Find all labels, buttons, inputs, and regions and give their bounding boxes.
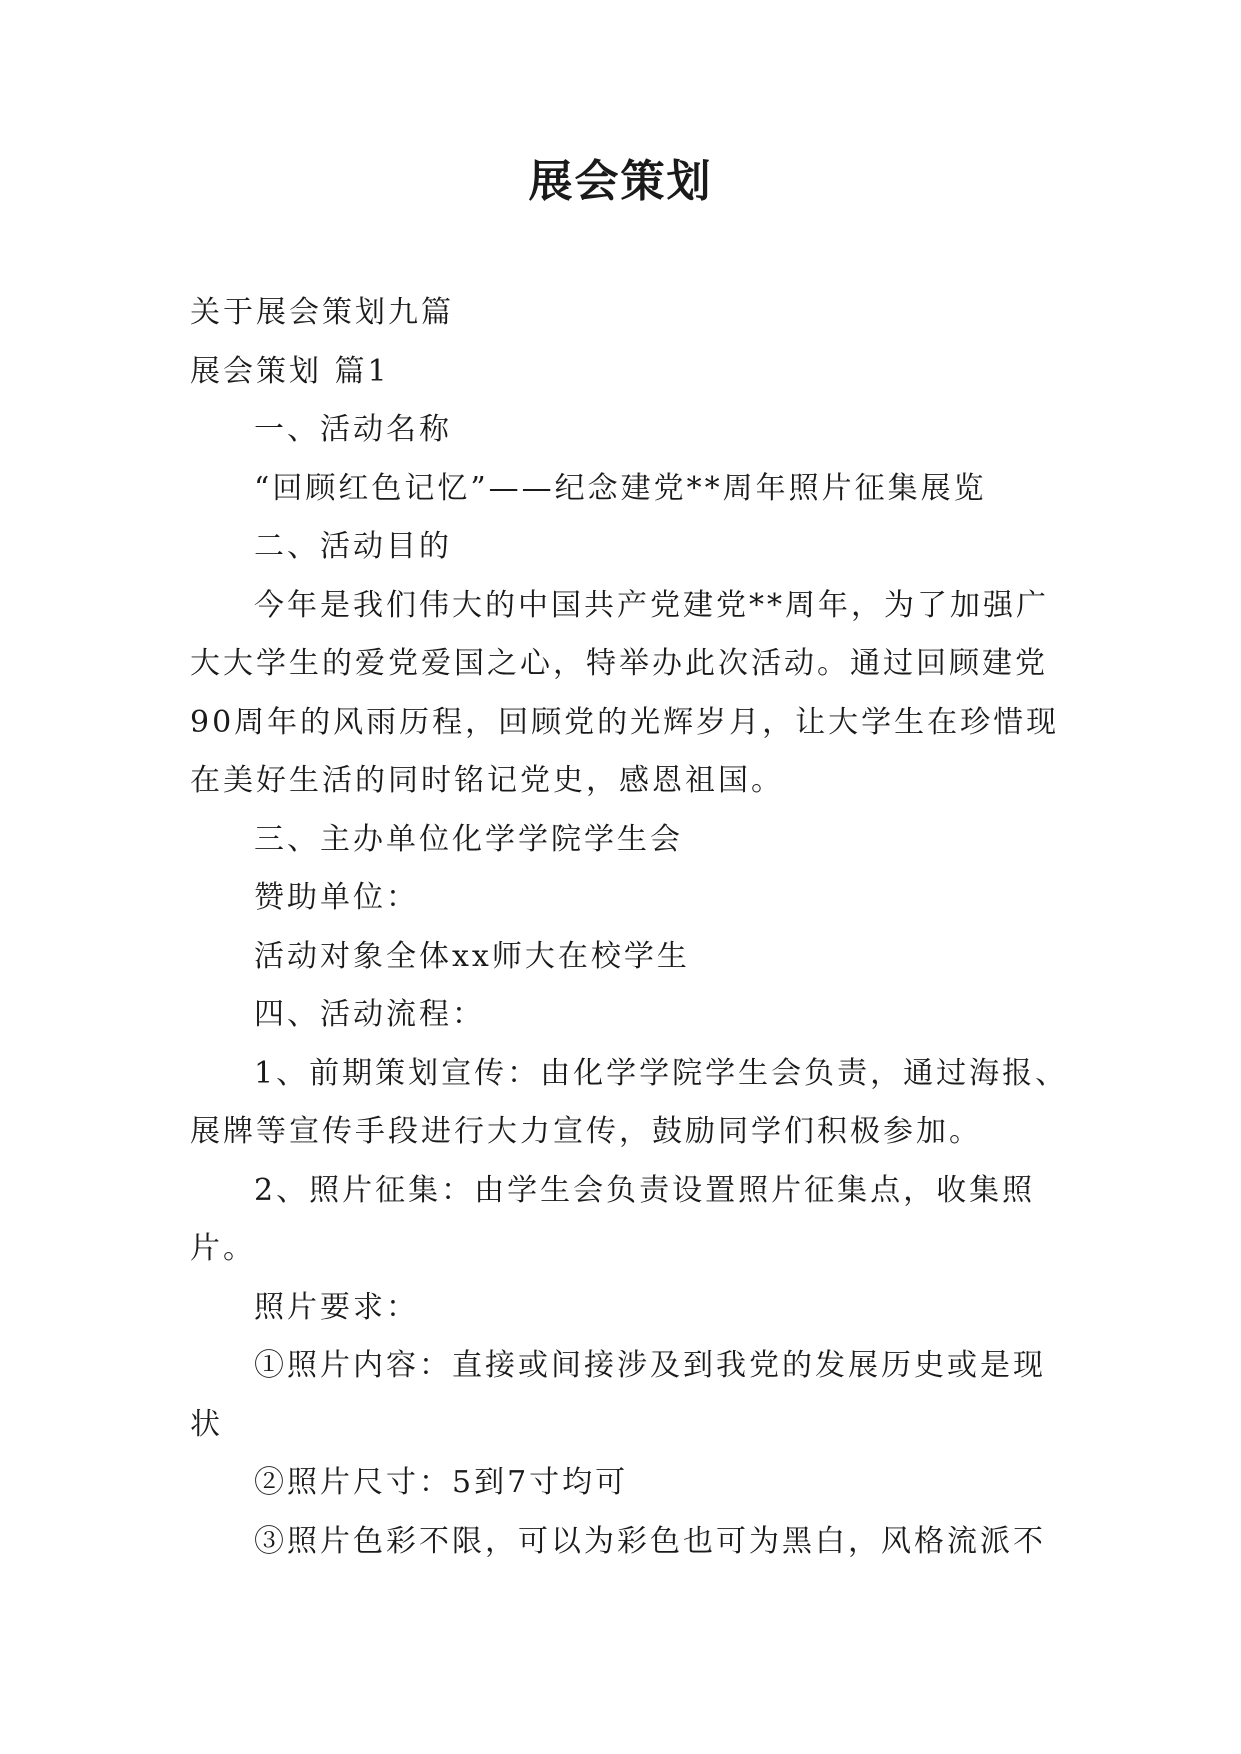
paragraph-line: 活动对象全体xx师大在校学生	[254, 938, 690, 974]
paragraph-line: 大大学生的爱党爱国之心，特举办此次活动。通过回顾建党	[190, 646, 1048, 681]
paragraph-line: 状	[190, 1406, 223, 1442]
paragraph-line: ②照片尺寸：5到7寸均可	[254, 1465, 629, 1500]
paragraph-line: 赞助单位：	[254, 880, 419, 915]
paragraph-line: 今年是我们伟大的中国共产党建党**周年，为了加强广	[254, 587, 1049, 623]
paragraph-line: ①照片内容：直接或间接涉及到我党的发展历史或是现	[254, 1348, 1046, 1383]
paragraph-line: 照片要求：	[254, 1289, 419, 1325]
paragraph-line: 展牌等宣传手段进行大力宣传，鼓励同学们积极参加。	[190, 1114, 982, 1149]
paragraph-line: 片。	[190, 1231, 256, 1266]
heading-line: 关于展会策划九篇	[190, 295, 454, 330]
paragraph-line: 二、活动目的	[254, 529, 452, 564]
document-title: 展会策划	[528, 156, 713, 207]
paragraph-line: 四、活动流程：	[254, 997, 485, 1032]
paragraph-line: “回顾红色记忆”——纪念建党**周年照片征集展览	[254, 470, 987, 506]
paragraph-line: 2、照片征集：由学生会负责设置照片征集点，收集照	[254, 1172, 1036, 1208]
paragraph-line: ③照片色彩不限，可以为彩色也可为黑白，风格流派不	[254, 1523, 1046, 1559]
paragraph-line: 90周年的风雨历程，回顾党的光辉岁月，让大学生在珍惜现	[190, 704, 1060, 740]
paragraph-line: 1、前期策划宣传：由化学学院学生会负责，通过海报、	[254, 1055, 1069, 1091]
paragraph-line: 一、活动名称	[254, 412, 452, 447]
document-body	[190, 284, 1069, 1571]
section-heading: 展会策划 篇1	[190, 353, 390, 389]
paragraph-line: 三、主办单位化学学院学生会	[254, 821, 683, 857]
paragraph-line: 在美好生活的同时铭记党史，感恩祖国。	[190, 763, 784, 798]
